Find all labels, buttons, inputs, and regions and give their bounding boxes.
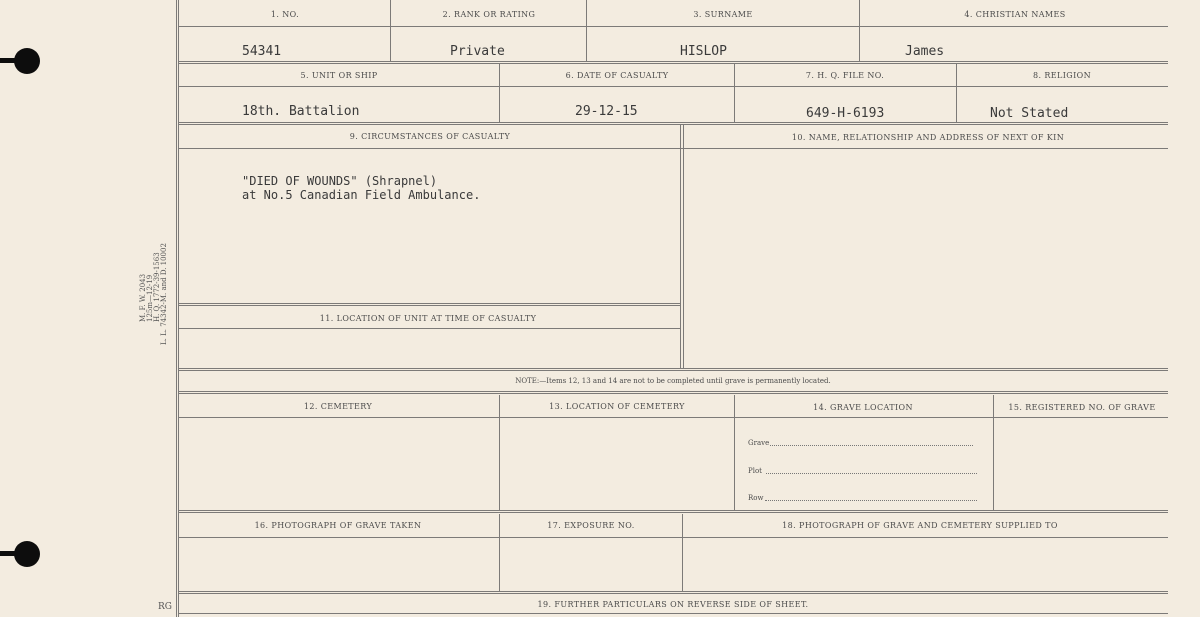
plot-label: Plot: [748, 467, 762, 475]
footer-text: 19. FURTHER PARTICULARS ON REVERSE SIDE OF SHEET.: [537, 600, 809, 609]
label-next-of-kin: 10. NAME, RELATIONSHIP AND ADDRESS OF NEXT OF KIN: [791, 133, 1065, 142]
left-margin-rule-2: [178, 0, 179, 617]
circumstances-line-2: at No.5 Canadian Field Ambulance.: [242, 188, 481, 202]
grave-dotted-line: [770, 445, 973, 446]
label-religion: 8. RELIGION: [1032, 71, 1092, 80]
label-exposure-no: 17. EXPOSURE NO.: [547, 521, 635, 530]
punch-hole-tab-top: [0, 58, 20, 63]
value-rank: Private: [450, 44, 505, 59]
row3-label-rule: [179, 148, 1168, 149]
label-grave-location: 14. GRAVE LOCATION: [813, 403, 913, 412]
label-circumstances: 9. CIRCUMSTANCES OF CASUALTY: [349, 132, 511, 141]
grave-label: Grave: [748, 439, 770, 447]
row4-divider-2: [734, 395, 735, 510]
corner-mark: RG: [158, 602, 172, 612]
side-print-1: M. F. W. 2043: [139, 273, 147, 322]
note-bottom-rule: [179, 391, 1168, 394]
value-christian-names: James: [905, 44, 945, 59]
side-print-3: H. Q. 1772-39-1563: [153, 252, 161, 322]
row4-divider-3: [993, 395, 994, 510]
value-file-no: 649-H-6193: [806, 106, 885, 121]
row3-divider-2: [683, 125, 684, 369]
row-dotted-line: [765, 500, 977, 501]
label-christian-names: 4. CHRISTIAN NAMES: [964, 10, 1066, 19]
row5-divider-2: [682, 514, 683, 592]
punch-hole-tab-bottom: [0, 551, 20, 556]
value-circumstances: [242, 174, 480, 202]
row5-divider-1: [499, 514, 500, 592]
row2-bottom-rule: [179, 122, 1168, 125]
label-registered-no: 15. REGISTERED NO. OF GRAVE: [1008, 403, 1156, 412]
label-unit: 5. UNIT OR SHIP: [300, 71, 378, 80]
row1-bottom-rule: [179, 61, 1168, 64]
label-rank: 2. RANK OR RATING: [442, 10, 536, 19]
row3-bottom-rule: [179, 368, 1168, 371]
row1-divider-2: [586, 0, 587, 62]
row2-divider-1: [499, 64, 500, 123]
label-photo-taken: 16. PHOTOGRAPH OF GRAVE TAKEN: [254, 521, 422, 530]
plot-dotted-line: [766, 473, 977, 474]
location-top-rule: [179, 303, 680, 304]
row1-divider-1: [390, 0, 391, 62]
row-label: Row: [748, 494, 764, 502]
row5-label-rule: [179, 537, 1168, 538]
value-date: 29-12-15: [575, 104, 638, 119]
left-margin-rule: [176, 0, 177, 617]
value-surname: HISLOP: [680, 44, 727, 59]
label-surname: 3. SURNAME: [693, 10, 753, 19]
row1-label-rule: [179, 26, 1168, 27]
label-date: 6. DATE OF CASUALTY: [565, 71, 669, 80]
row4-divider-1: [499, 395, 500, 510]
value-number: 54341: [242, 44, 282, 59]
row1-divider-3: [859, 0, 860, 62]
value-unit: 18th. Battalion: [242, 104, 360, 119]
side-print-4: L. L. 74342-M. and D. 10002: [160, 243, 168, 345]
row2-divider-2: [734, 64, 735, 123]
label-location-of-unit: 11. LOCATION OF UNIT AT TIME OF CASUALTY: [319, 314, 537, 323]
row4-label-rule: [179, 417, 1168, 418]
footer-bottom-rule: [179, 613, 1168, 614]
label-photo-supplied: 18. PHOTOGRAPH OF GRAVE AND CEMETERY SUPPLIED TO: [782, 521, 1058, 530]
location-top-rule-2: [179, 305, 680, 306]
label-cemetery: 12. CEMETERY: [303, 402, 373, 411]
label-number: 1. NO.: [270, 10, 300, 19]
row3-divider: [680, 125, 681, 369]
row2-divider-3: [956, 64, 957, 123]
circumstances-line-1: "DIED OF WOUNDS" (Shrapnel): [242, 174, 438, 188]
row4-bottom-rule: [179, 510, 1168, 513]
note-text: NOTE:—Items 12, 13 and 14 are not to be completed until grave is permanently located.: [515, 377, 831, 385]
label-location-of-cemetery: 13. LOCATION OF CEMETERY: [549, 402, 685, 411]
side-print-2: 125m—12-19: [146, 274, 154, 322]
value-religion: Not Stated: [990, 106, 1069, 121]
location-label-rule: [179, 328, 680, 329]
row5-bottom-rule: [179, 591, 1168, 594]
label-file-no: 7. H. Q. FILE NO.: [805, 71, 885, 80]
row2-label-rule: [179, 86, 1168, 87]
